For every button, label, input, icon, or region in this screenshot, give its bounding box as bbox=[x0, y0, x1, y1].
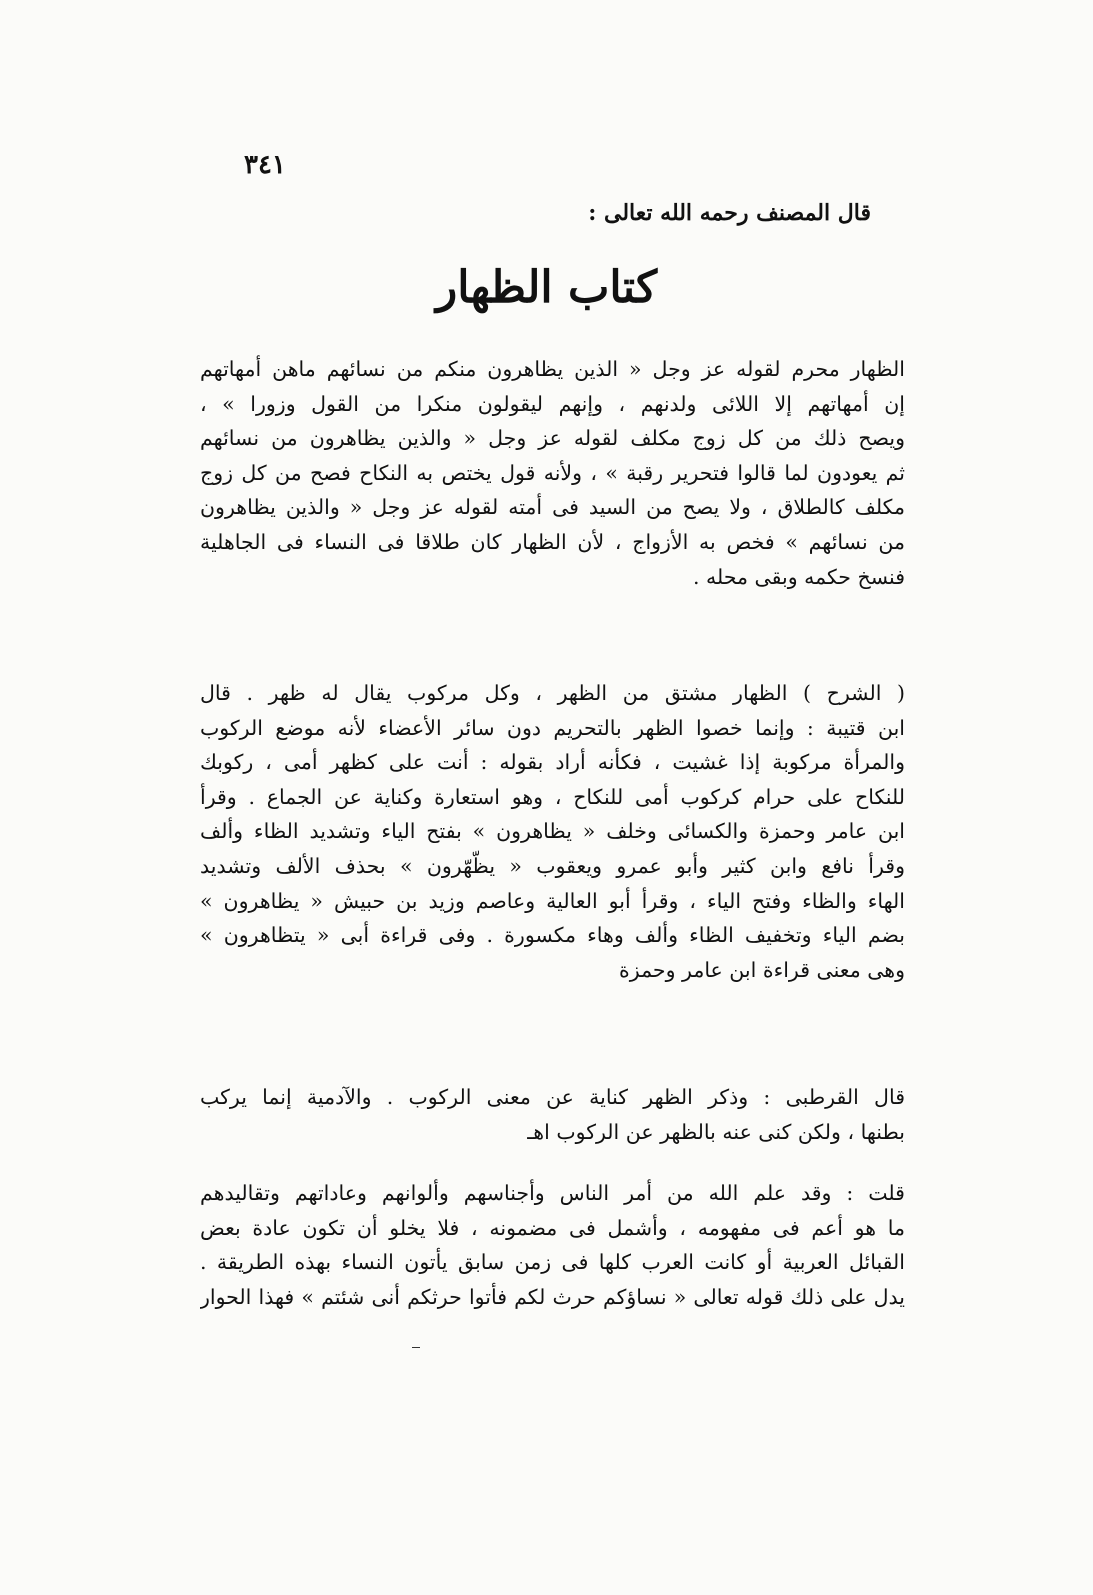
qurtubi-paragraph bbox=[200, 1080, 905, 1149]
qurtubi-line: بطنها ، ولكن كنى عنه بالظهر عن الركوب اهـ bbox=[527, 1119, 905, 1144]
matn-line: فنسخ حكمه وبقى محله . bbox=[693, 564, 905, 589]
sharh-line: للنكاح على حرام كركوب أمى للنكاح ، وهو استعارة وكناية عن الجماع . وقرأ bbox=[200, 784, 905, 809]
matn-line: إن أمهاتهم إلا اللائى ولدنهم ، وإنهم ليقولون منكرا من القول وزورا » ، bbox=[200, 391, 905, 416]
qultu-line: ما هو أعم فى مفهومه ، وأشمل فى مضمونه ، فلا يخلو أن تكون عادة بعض bbox=[200, 1215, 905, 1240]
matn-line: ثم يعودون لما قالوا فتحرير رقبة » ، ولأنه قول يختص به النكاح فصح من كل زوج bbox=[200, 460, 905, 485]
qultu-line: يدل على ذلك قوله تعالى « نساؤكم حرث لكم فأتوا حرثكم أنى شئتم » فهذا الحوار bbox=[200, 1284, 905, 1309]
sharh-line: ( الشرح ) الظهار مشتق من الظهر ، وكل مركوب يقال له ظهر . قال bbox=[200, 681, 905, 705]
matn-line: مكلف كالطلاق ، ولا يصح من السيد فى أمته لقوله عز وجل « والذين يظاهرون bbox=[200, 495, 905, 520]
qurtubi-line: قال القرطبى : وذكر الظهر كناية عن معنى الركوب . والآدمية إنما يركب bbox=[200, 1085, 905, 1109]
matn-line: الظهار محرم لقوله عز وجل « الذين يظاهرون منكم من نسائهم ماهن أمهاتهم bbox=[200, 357, 905, 381]
sharh-line: الهاء والظاء وفتح الياء ، وقرأ أبو العالية وعاصم وزيد بن حبيش « يظاهرون » bbox=[200, 888, 905, 913]
sharh-line: وهى معنى قراءة ابن عامر وحمزة bbox=[619, 957, 905, 982]
sharh-line: ابن قتيبة : وإنما خصوا الظهر بالتحريم دون سائر الأعضاء لأنه موضع الركوب bbox=[200, 715, 905, 740]
sharh-line: وقرأ نافع وابن كثير وأبو عمرو ويعقوب « يظّهّرون » بحذف الألف وتشديد bbox=[200, 853, 905, 878]
qultu-paragraph bbox=[200, 1176, 905, 1314]
sharh-line: بضم الياء وتخفيف الظاء وألف وهاء مكسورة . وفى قراءة أبى « يتظاهرون » bbox=[200, 923, 905, 948]
qultu-line: القبائل العربية أو كانت العرب كلها فى زمن سابق يأتون النساء بهذه الطريقة . bbox=[200, 1250, 905, 1275]
author-intro-line: قال المصنف رحمه الله تعالى : bbox=[588, 200, 871, 226]
matn-line: من نسائهم » فخص به الأزواج ، لأن الظهار كان طلاقا فى النساء فى الجاهلية bbox=[200, 529, 905, 554]
qultu-line: قلت : وقد علم الله من أمر الناس وأجناسهم وألوانهم وعاداتهم وتقاليدهم bbox=[200, 1181, 905, 1205]
matn-line: ويصح ذلك من كل زوج مكلف لقوله عز وجل « والذين يظاهرون من نسائهم bbox=[200, 426, 905, 451]
sharh-paragraph bbox=[200, 676, 905, 987]
sharh-line: والمرأة مركوبة إذا غشيت ، فكأنه أراد بقوله : أنت على كظهر أمى ، ركوبك bbox=[200, 750, 905, 775]
page-number: ٣٤١ bbox=[244, 150, 286, 180]
print-mark bbox=[412, 1347, 420, 1351]
matn-paragraph bbox=[200, 352, 905, 594]
chapter-title: كتاب الظهار bbox=[435, 262, 658, 313]
sharh-line: ابن عامر وحمزة والكسائى وخلف « يظاهرون » بفتح الياء وتشديد الظاء وألف bbox=[200, 819, 905, 844]
